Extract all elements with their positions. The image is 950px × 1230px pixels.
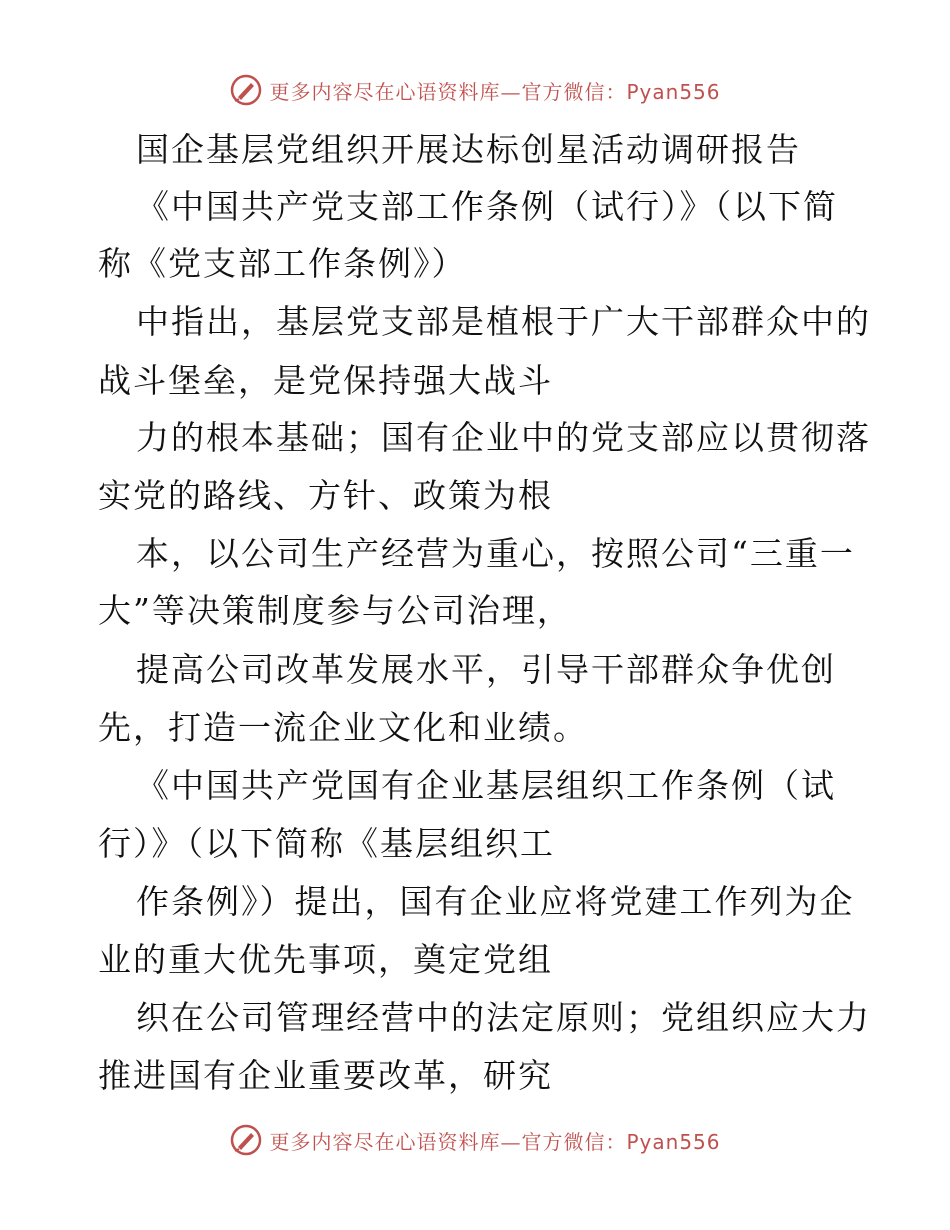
text-line: 推进国有企业重要改革，研究	[98, 1056, 553, 1095]
text-line: 力的根本基础；国有企业中的党支部应以贯彻落	[136, 418, 871, 457]
text-line: 提高公司改革发展水平，引导干部群众争优创	[136, 650, 836, 689]
text-line: 业的重大优先事项，奠定党组	[98, 940, 553, 979]
watermark-text: 更多内容尽在心语资料库—官方微信：Pyan556	[269, 1129, 721, 1154]
text-line: 织在公司管理经营中的法定原则；党组织应大力	[136, 998, 871, 1037]
watermark-text: 更多内容尽在心语资料库—官方微信：Pyan556	[269, 79, 721, 104]
watermark-footer	[0, 1120, 950, 1160]
text-line: 《中国共产党国有企业基层组织工作条例（试	[136, 766, 836, 805]
text-line: 称《党支部工作条例》）	[98, 244, 467, 283]
text-line: 《中国共产党支部工作条例（试行）》（以下简	[136, 187, 838, 226]
document-title: 国企基层党组织开展达标创星活动调研报告	[136, 130, 801, 169]
text-line: 本，以公司生产经营为重心，按照公司“三重一	[136, 534, 855, 573]
pen-seal-icon	[229, 1123, 263, 1157]
text-line: 实党的路线、方针、政策为根	[98, 476, 553, 515]
text-line: 先，打造一流企业文化和业绩。	[98, 708, 588, 747]
text-line: 战斗堡垒，是党保持强大战斗	[98, 361, 553, 400]
watermark-header	[0, 70, 950, 110]
text-line: 行）》（以下简称《基层组织工	[98, 824, 555, 863]
text-line: 中指出，基层党支部是植根于广大干部群众中的	[136, 302, 871, 341]
text-line: 大”等决策制度参与公司治理，	[98, 591, 572, 630]
text-line: 作条例》）提出，国有企业应将党建工作列为企	[136, 882, 855, 921]
pen-seal-icon	[229, 73, 263, 107]
